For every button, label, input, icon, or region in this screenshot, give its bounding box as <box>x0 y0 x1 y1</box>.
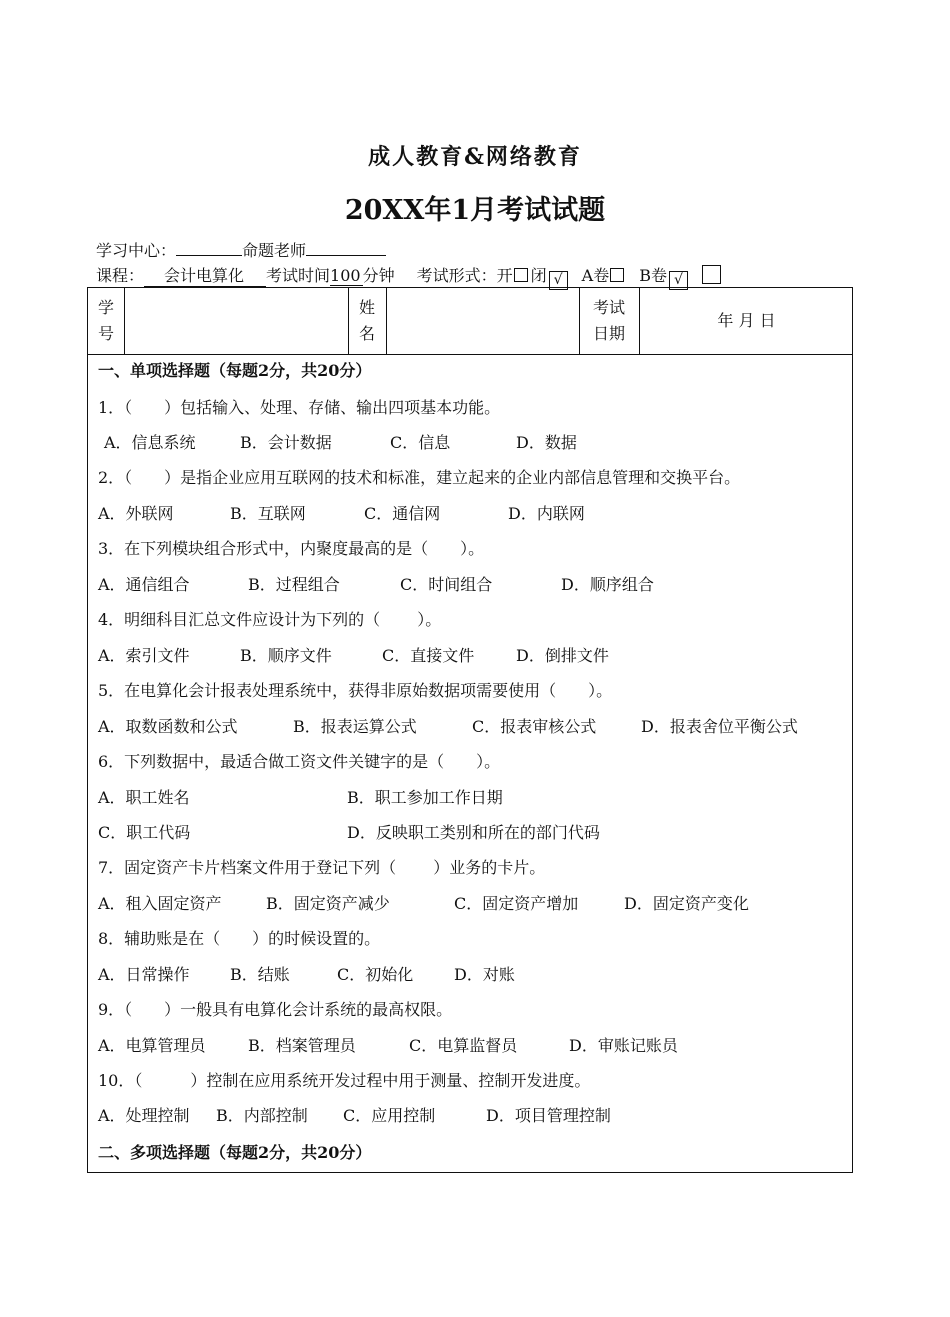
paper-a-checkbox[interactable] <box>610 268 624 282</box>
option[interactable]: C．直接文件 <box>382 646 475 665</box>
section-title: 一、单项选择题（每题2分，共20分） <box>98 361 372 380</box>
course-value: 会计电算化 <box>144 263 266 287</box>
option[interactable]: C．信息 <box>390 433 451 452</box>
paper-a-label: A卷 <box>581 266 610 285</box>
section-title: 二、多项选择题（每题2分，共20分） <box>98 1143 372 1162</box>
option[interactable]: D．数据 <box>516 433 577 452</box>
option[interactable]: D．对账 <box>454 965 515 984</box>
exam-date-field[interactable]: 年 月 日 <box>717 311 776 330</box>
option[interactable]: B．档案管理员 <box>248 1036 356 1055</box>
question-stem: 3．在下列模块组合形式中，内聚度最高的是（ ）。 <box>98 539 485 558</box>
question-stem: 6．下列数据中，最适合做工资文件关键字的是（ ）。 <box>98 752 501 771</box>
divider <box>88 354 852 355</box>
blank-box <box>702 265 721 284</box>
exam-table <box>87 287 853 1173</box>
option[interactable]: B．顺序文件 <box>240 646 332 665</box>
option[interactable]: A．取数函数和公式 <box>98 717 238 736</box>
option[interactable]: D．反映职工类别和所在的部门代码 <box>347 823 600 842</box>
option[interactable]: A．外联网 <box>98 504 174 523</box>
open-checkbox[interactable] <box>514 268 528 282</box>
student-id-label: 学 号 <box>97 298 114 343</box>
option[interactable]: B．内部控制 <box>216 1106 308 1125</box>
time-value: 100 <box>330 266 361 285</box>
question-stem: 8．辅助账是在（ ）的时候设置的。 <box>98 929 381 948</box>
option[interactable]: B．固定资产减少 <box>266 894 390 913</box>
paper-b-label: B卷 <box>639 266 667 285</box>
option[interactable]: C．电算监督员 <box>409 1036 518 1055</box>
closed-checkbox[interactable]: √ <box>549 271 568 290</box>
option[interactable]: C．应用控制 <box>343 1106 436 1125</box>
question-stem: 9．（ ）一般具有电算化会计系统的最高权限。 <box>98 1000 453 1019</box>
option[interactable]: D．审账记账员 <box>569 1036 678 1055</box>
option[interactable]: C．初始化 <box>337 965 414 984</box>
option[interactable]: A．索引文件 <box>98 646 190 665</box>
exam-title: 20XX年1月考试试题 <box>344 195 606 226</box>
option[interactable]: D．项目管理控制 <box>486 1106 611 1125</box>
time-label: 考试时间 <box>266 266 331 285</box>
option[interactable]: A．处理控制 <box>98 1106 190 1125</box>
option[interactable]: A．电算管理员 <box>98 1036 206 1055</box>
exam-date-label: 考试 日期 <box>592 298 625 343</box>
option[interactable]: A．职工姓名 <box>98 788 190 807</box>
option[interactable]: D．顺序组合 <box>561 575 654 594</box>
option[interactable]: B．互联网 <box>230 504 306 523</box>
course-label: 课程： <box>96 266 145 285</box>
course-line <box>96 263 723 290</box>
option[interactable]: A．通信组合 <box>98 575 190 594</box>
time-unit: 分钟 <box>362 266 395 285</box>
question-stem: 4．明细科目汇总文件应设计为下列的（ ）。 <box>98 610 442 629</box>
question-stem: 10．（ ）控制在应用系统开发过程中用于测量、控制开发进度。 <box>98 1071 591 1090</box>
option[interactable]: A．信息系统 <box>104 433 196 452</box>
option[interactable]: B．报表运算公式 <box>293 717 417 736</box>
paper-b-checkbox[interactable]: √ <box>669 271 688 290</box>
center-teacher-line <box>96 237 386 261</box>
option[interactable]: C．职工代码 <box>98 823 191 842</box>
teacher-blank[interactable] <box>306 237 386 256</box>
form-label: 考试形式：开 <box>416 266 513 285</box>
option[interactable]: A．租入固定资产 <box>98 894 222 913</box>
option[interactable]: D．内联网 <box>508 504 585 523</box>
option[interactable]: B．结账 <box>230 965 290 984</box>
center-blank[interactable] <box>176 237 242 256</box>
option[interactable]: A．日常操作 <box>98 965 190 984</box>
option[interactable]: B．职工参加工作日期 <box>347 788 503 807</box>
option[interactable]: B．过程组合 <box>248 575 340 594</box>
option[interactable]: C．通信网 <box>364 504 441 523</box>
option[interactable]: C．报表审核公式 <box>472 717 597 736</box>
option[interactable]: D．倒排文件 <box>516 646 609 665</box>
question-stem: 2．（ ）是指企业应用互联网的技术和标准，建立起来的企业内部信息管理和交换平台。 <box>98 468 741 487</box>
name-field[interactable] <box>387 288 579 354</box>
option[interactable]: B．会计数据 <box>240 433 332 452</box>
closed-label: 闭 <box>530 266 547 285</box>
option[interactable]: C．时间组合 <box>400 575 493 594</box>
teacher-label: 命题老师 <box>242 241 307 260</box>
option[interactable]: C．固定资产增加 <box>454 894 579 913</box>
header-title: 成人教育&网络教育 <box>368 144 582 170</box>
option[interactable]: D．报表舍位平衡公式 <box>641 717 798 736</box>
question-stem: 7．固定资产卡片档案文件用于登记下列（ ）业务的卡片。 <box>98 858 546 877</box>
option[interactable]: D．固定资产变化 <box>624 894 749 913</box>
center-label: 学习中心： <box>96 241 177 260</box>
question-stem: 5．在电算化会计报表处理系统中，获得非原始数据项需要使用（ ）。 <box>98 681 613 700</box>
question-stem: 1．（ ）包括输入、处理、存储、输出四项基本功能。 <box>98 398 501 417</box>
name-label: 姓 名 <box>358 298 375 343</box>
student-id-field[interactable] <box>125 288 348 354</box>
